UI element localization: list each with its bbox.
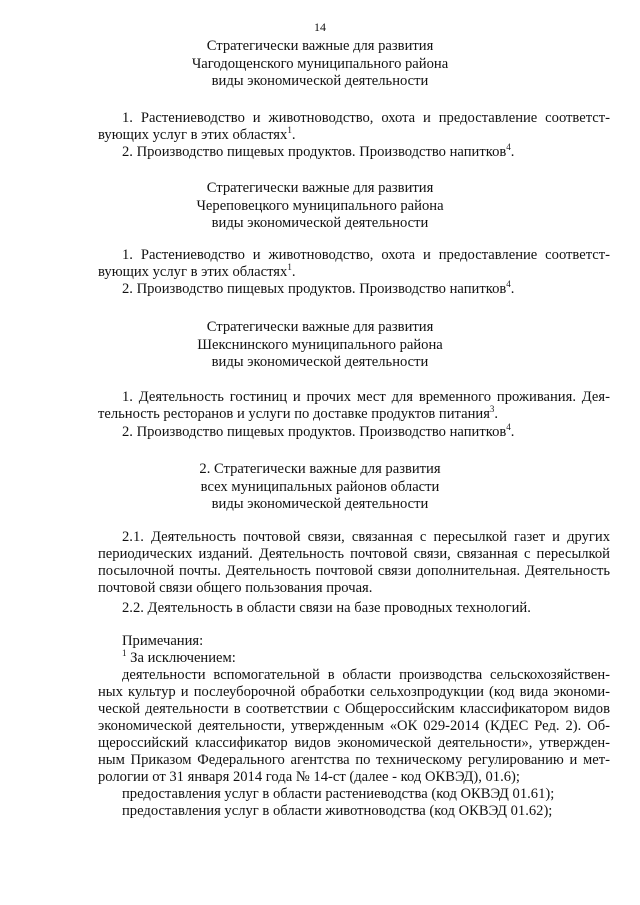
footnote-ref: 4 (506, 279, 511, 290)
text-fragment: 2. Производство пищевых продуктов. Производство напитков (122, 144, 507, 160)
footnote-ref: 4 (506, 142, 511, 153)
heading-line: Шекснинского муниципального района (197, 336, 443, 353)
text-line: 1. Растениеводство и животноводство, охота и предоставление соответст- (122, 247, 610, 263)
footnote-label: За исключением: (130, 650, 236, 666)
text-line: экономической деятельности, утвержденным «ОК 029-2014 (КДЕС Ред. 2). Об- (98, 718, 610, 734)
list-item (98, 281, 610, 298)
text-line: 2. Производство пищевых продуктов. Производство напитков$^4$. (122, 279, 515, 297)
text-line: рологии от 31 января 2014 года № 14-ст (далее - код ОКВЭД), 01.6); (98, 769, 520, 785)
notes-title: Примечания: (122, 633, 204, 649)
footnote-mark: 1 (122, 648, 127, 659)
text-line: периодических изданий. Деятельность почтовой связи, связанная с пересылкой (98, 546, 610, 562)
text-fragment: 2. Производство пищевых продуктов. Производство напитков (122, 424, 507, 440)
heading-line: виды экономической деятельности (211, 215, 429, 231)
heading-line: виды экономической деятельности (211, 354, 429, 370)
section-heading (0, 461, 640, 514)
text-line: деятельности вспомогательной в области производства сельскохозяйствен- (122, 667, 610, 683)
text-line: 2.1. Деятельность почтовой связи, связанная с пересылкой газет и других (122, 529, 610, 545)
text-line: тельность ресторанов и услуги по доставке продуктов питания$^3$. (98, 404, 499, 422)
text-line: 2.2. Деятельность в области связи на базе проводных технологий. (122, 600, 531, 616)
text-line: ческой деятельности в соответствии с Общероссийским классификатором видов (98, 701, 610, 717)
text-line: 2. Производство пищевых продуктов. Производство напитков$^4$. (122, 142, 515, 160)
heading-line: Череповецкого муниципального района (196, 197, 444, 214)
list-item (98, 144, 610, 161)
list-item (98, 389, 610, 423)
text-line: почтовой связи общего пользования прочая. (98, 580, 373, 596)
text-fragment: вующих услуг в этих областях (98, 127, 288, 143)
list-item (98, 110, 610, 144)
section-heading (0, 38, 640, 91)
text-line: 2. Производство пищевых продуктов. Производство напитков$^4$. (122, 422, 515, 440)
text-line: вующих услуг в этих областях$^1$. (98, 262, 296, 280)
footnote-label-line (98, 650, 610, 667)
text-line: вующих услуг в этих областях$^1$. (98, 125, 296, 143)
text-line: щероссийский классификатор видов экономической деятельности», утвержден- (98, 735, 610, 751)
footnote-ref: 3 (489, 404, 495, 415)
heading-line: виды экономической деятельности (211, 73, 429, 89)
notes-block (98, 633, 610, 820)
note-item: предоставления услуг в области животноводства (код ОКВЭД 01.62); (122, 803, 553, 819)
page-number: 14 (314, 20, 326, 34)
footnote-ref: 4 (506, 422, 511, 433)
footnote-ref: 1 (287, 125, 292, 136)
list-item (98, 424, 610, 441)
text-line: 1. Растениеводство и животноводство, охота и предоставление соответст- (122, 110, 610, 126)
section-heading (0, 180, 640, 233)
text-fragment: тельность ресторанов и услуги по доставке продуктов питания (98, 406, 490, 422)
text-fragment: вующих услуг в этих областях (98, 264, 288, 280)
list-item (98, 600, 610, 617)
text-fragment: 2. Производство пищевых продуктов. Производство напитков (122, 281, 507, 297)
heading-line: Стратегически важные для развития (206, 180, 434, 196)
heading-line: 2. Стратегически важные для развития (199, 461, 441, 477)
text-line: посылочной почты. Деятельность почтовой связи дополнительная. Деятельность (98, 563, 610, 579)
text-line: ных культур и послеуборочной обработки сельхозпродукции (код вида экономи- (98, 684, 610, 700)
section-heading (0, 319, 640, 372)
heading-line: Чагодощенского муниципального района (191, 55, 449, 72)
heading-line: виды экономической деятельности (211, 496, 429, 512)
list-item (98, 529, 610, 597)
text-line: ным Приказом Федерального агентства по техническому регулированию и мет- (98, 752, 610, 768)
heading-line: Стратегически важные для развития (206, 319, 434, 335)
text-line: 1. Деятельность гостиниц и прочих мест для временного проживания. Дея- (122, 389, 610, 405)
heading-line: всех муниципальных районов области (200, 478, 440, 495)
list-item (98, 247, 610, 281)
note-item: предоставления услуг в области растениеводства (код ОКВЭД 01.61); (122, 786, 555, 802)
footnote-ref: 1 (287, 262, 292, 273)
heading-line: Стратегически важные для развития (206, 38, 434, 54)
